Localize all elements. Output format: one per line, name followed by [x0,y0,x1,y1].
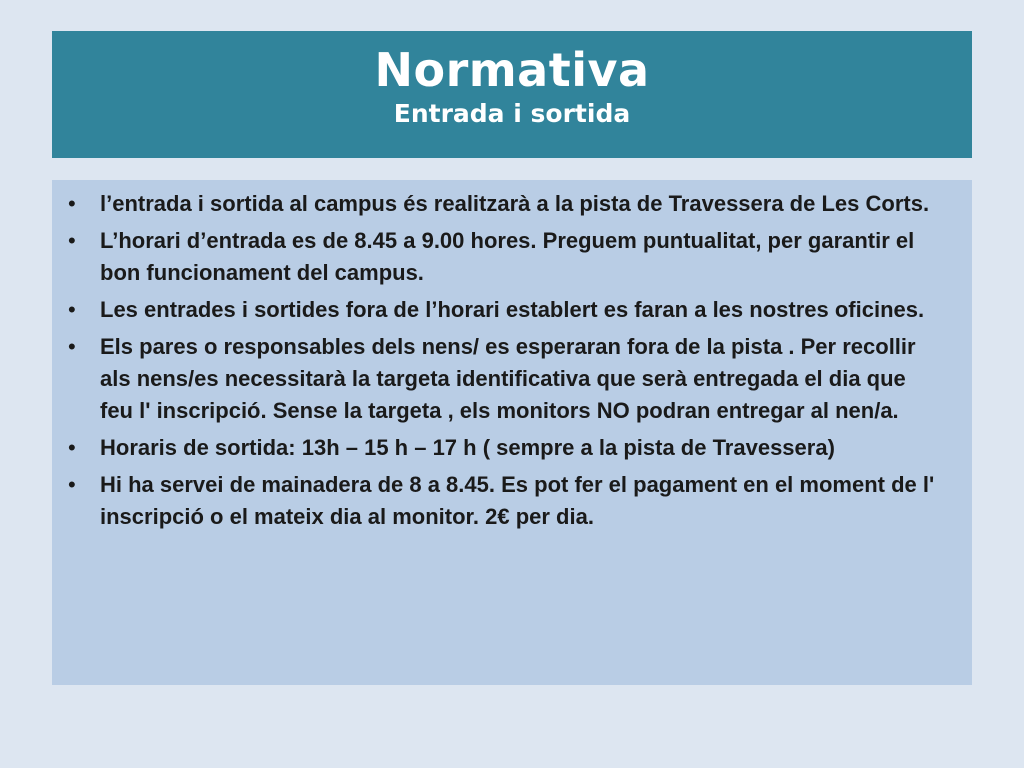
list-item-text: Hi ha servei de mainadera de 8 a 8.45. Es pot fer el pagament en el moment de l' inscripció o el mateix dia al monitor. 2€ per dia. [100,472,935,529]
list-item-text: Els pares o responsables dels nens/ es esperaran fora de la pista . Per recollir als nens/es necessitarà la targeta identificativa que serà entregada el dia que feu l' inscripció. Sense la targeta , els monitors NO podran entregar al nen/a. [100,334,916,423]
list-item [64,188,942,220]
page-title: Normativa [374,43,650,97]
list-item-text: Horaris de sortida: 13h – 15 h – 17 h ( sempre a la pista de Travessera) [100,435,835,460]
bullet-icon: • [68,191,76,216]
list-item-text: L’horari d’entrada es de 8.45 a 9.00 hores. Preguem puntualitat, per garantir el bon funcionament del campus. [100,228,915,285]
list-item [64,225,942,289]
list-item-text: l’entrada i sortida al campus és realitzarà a la pista de Travessera de Les Corts. [100,191,930,216]
bullet-icon: • [68,297,76,322]
content-box [52,180,972,685]
page-subtitle: Entrada i sortida [393,99,631,129]
bullet-icon: • [68,228,76,253]
title-bar [52,31,972,158]
list-item [64,469,942,533]
list-item [64,294,942,326]
list-item [64,432,942,464]
bullet-icon: • [68,435,76,460]
bullet-icon: • [68,334,76,359]
bullet-icon: • [68,472,76,497]
bullet-list [64,188,942,533]
list-item-text: Les entrades i sortides fora de l’horari establert es faran a les nostres oficines. [100,297,925,322]
list-item [64,331,942,427]
